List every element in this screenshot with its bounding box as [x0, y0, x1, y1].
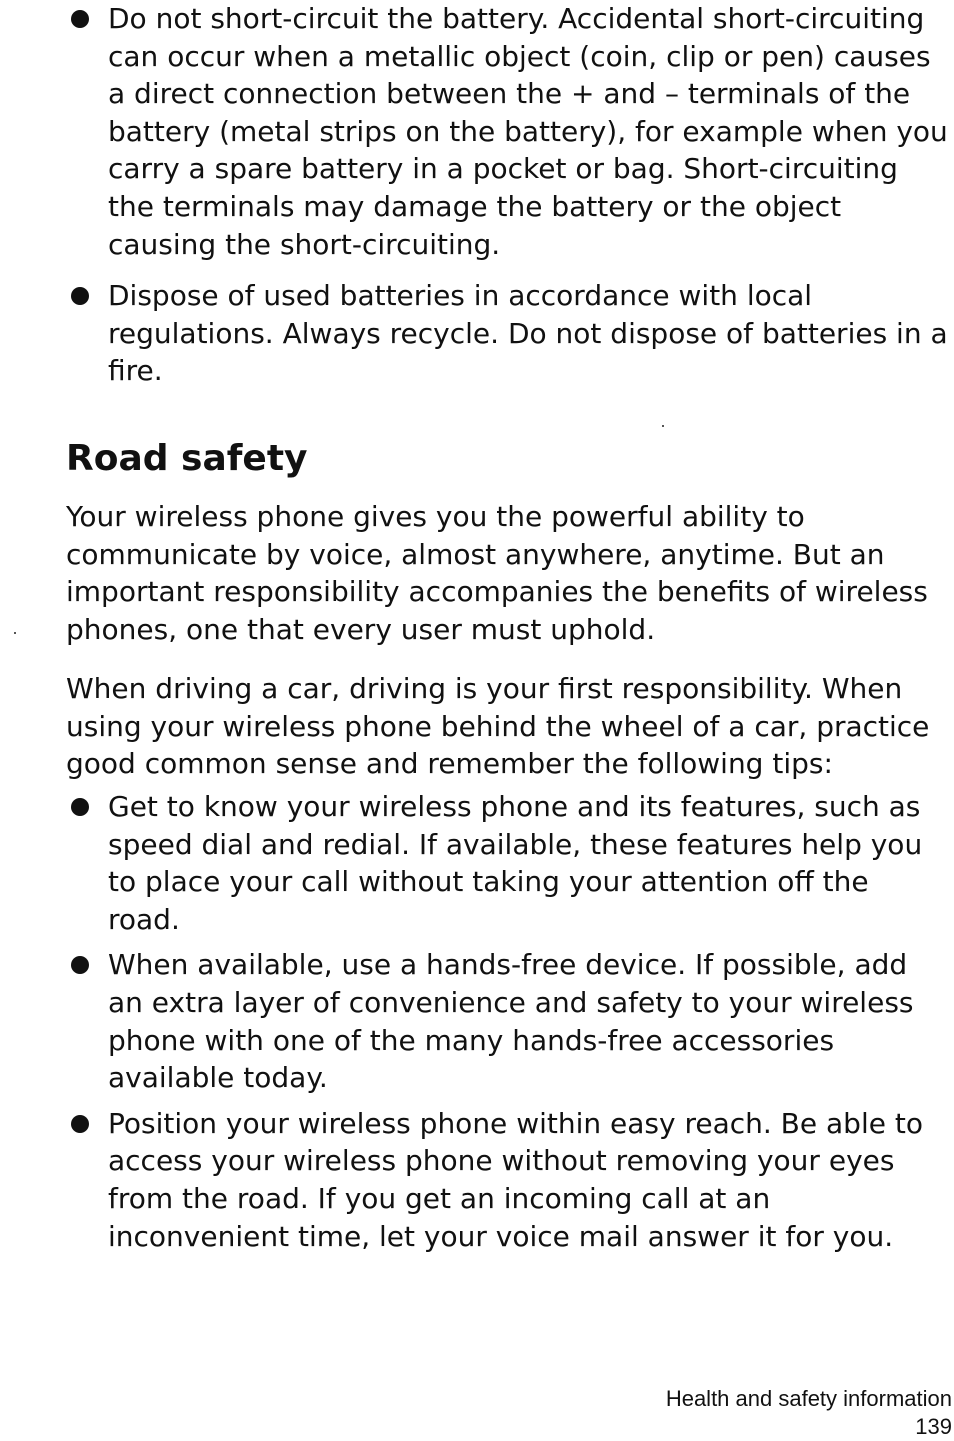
intro-paragraph: Your wireless phone gives you the powerful ability to communicate by voice, almost anywhere, anytime. But an important responsibility accompanies the benefits of wireless phones, one that every user must uphold. [66, 500, 928, 646]
list-item [68, 0, 948, 263]
scan-speck [14, 632, 16, 634]
bullet-text: When available, use a hands-free device. If possible, add an extra layer of convenience and safety to your wireless phone with one of the many hands-free accessories available today. [108, 948, 914, 1095]
bullet-text: Dispose of used batteries in accordance with local regulations. Always recycle. Do not dispose of batteries in a fire. [108, 279, 948, 388]
bullet-text: Get to know your wireless phone and its features, such as speed dial and redial. If available, these features help you to place your call without taking your attention off the road. [108, 790, 923, 936]
driving-paragraph: When driving a car, driving is your first responsibility. When using your wireless phone behind the wheel of a car, practice good common sense and remember the following tips: [66, 672, 930, 781]
bullet-icon [71, 10, 89, 28]
battery-warnings-list [68, 0, 948, 390]
bullet-text: Do not short-circuit the battery. Accidental short-circuiting can occur when a metallic object (coin, clip or pen) causes a direct connection between the + and – terminals of the battery (metal strips on the battery), for example when you carry a spare battery in a pocket or bag. Short-circuiting the terminals may damage the battery or the object causing the short-circuiting. [108, 2, 948, 261]
page-number: 139 [915, 1414, 952, 1439]
bullet-icon [71, 287, 89, 305]
list-item [68, 788, 948, 938]
list-item [68, 277, 948, 390]
section-heading: Road safety [66, 438, 308, 479]
bullet-icon [71, 956, 89, 974]
list-item [68, 1105, 948, 1255]
footer-section-title: Health and safety information [665, 1386, 952, 1411]
driving-tips-list [68, 788, 948, 1255]
bullet-text: Position your wireless phone within easy reach. Be able to access your wireless phone without removing your eyes from the road. If you get an incoming call at an inconvenient time, let your voice mail answer it for you. [108, 1106, 923, 1253]
scan-speck [662, 425, 664, 427]
bullet-icon [71, 798, 89, 816]
list-item [68, 946, 948, 1096]
page-footer [666, 1385, 952, 1441]
bullet-icon [71, 1115, 89, 1133]
